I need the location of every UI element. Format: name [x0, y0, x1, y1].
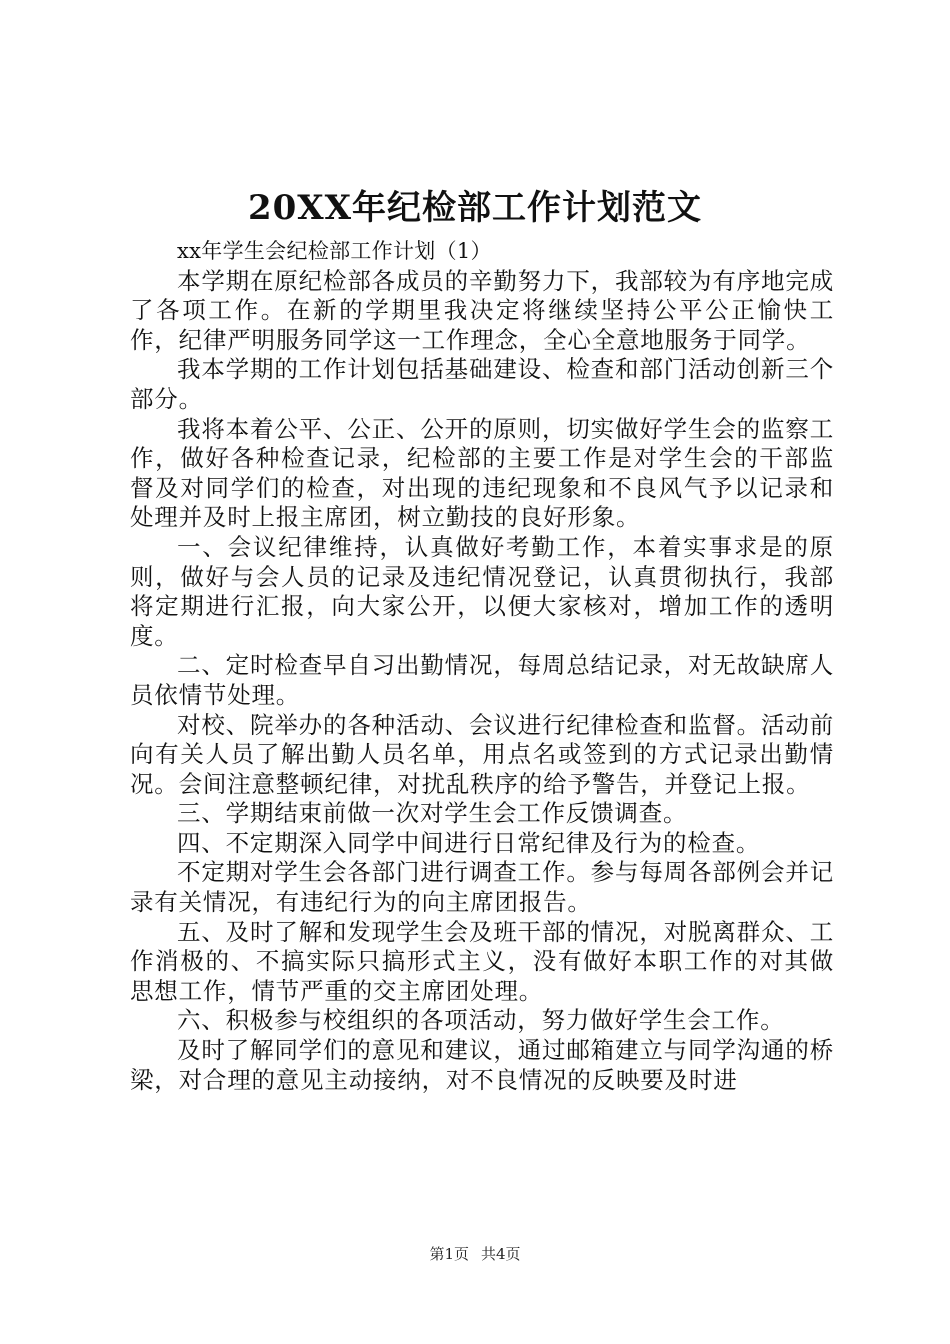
paragraph: 不定期对学生会各部门进行调查工作。参与每周各部例会并记录有关情况，有违纪行为的向主席团报告。 [130, 858, 834, 917]
paragraph: 本学期在原纪检部各成员的辛勤努力下，我部较为有序地完成了各项工作。在新的学期里我决定将继续坚持公平公正愉快工作，纪律严明服务同学这一工作理念，全心全意地服务于同学。 [130, 266, 834, 354]
paragraph: 六、积极参与校组织的各项活动，努力做好学生会工作。 [177, 1006, 785, 1035]
page-number: 第1页 [429, 1245, 469, 1263]
paragraph: 二、定时检查早自习出勤情况，每周总结记录，对无故缺席人员依情节处理。 [130, 651, 834, 709]
paragraph: 一、会议纪律维持，认真做好考勤工作，本着实事求是的原则，做好与会人员的记录及违纪情况登记，认真贯彻执行，我部将定期进行汇报，向大家公开，以便大家核对，增加工作的透明度。 [130, 532, 834, 650]
paragraph: 对校、院举办的各种活动、会议进行纪律检查和监督。活动前向有关人员了解出勤人员名单，用点名或签到的方式记录出勤情况。会间注意整顿纪律，对扰乱秩序的给予警告，并登记上报。 [130, 710, 834, 798]
paragraph: 四、不定期深入同学中间进行日常纪律及行为的检查。 [177, 828, 761, 857]
page-footer [0, 1244, 950, 1264]
page-total: 共4页 [481, 1245, 521, 1263]
document-subtitle: xx年学生会纪检部工作计划（1） [177, 239, 492, 263]
paragraph: 我将本着公平、公正、公开的原则，切实做好学生会的监察工作，做好各种检查记录，纪检部的主要工作是对学生会的干部监督及对同学们的检查，对出现的违纪现象和不良风气予以记录和处理并及时上报主席团，树立勤技的良好形象。 [130, 414, 834, 532]
document-body [130, 237, 834, 1095]
paragraph: 三、学期结束前做一次对学生会工作反馈调查。 [177, 799, 688, 828]
document-title: 20XX年纪检部工作计划范文 [247, 188, 703, 228]
paragraph: 五、及时了解和发现学生会及班干部的情况，对脱离群众、工作消极的、不搞实际只搞形式主义，没有做好本职工作的对其做思想工作，情节严重的交主席团处理。 [130, 917, 834, 1005]
paragraph: 及时了解同学们的意见和建议，通过邮箱建立与同学沟通的桥梁，对合理的意见主动接纳，对不良情况的反映要及时进 [130, 1036, 834, 1094]
paragraph: 我本学期的工作计划包括基础建设、检查和部门活动创新三个部分。 [130, 355, 834, 413]
